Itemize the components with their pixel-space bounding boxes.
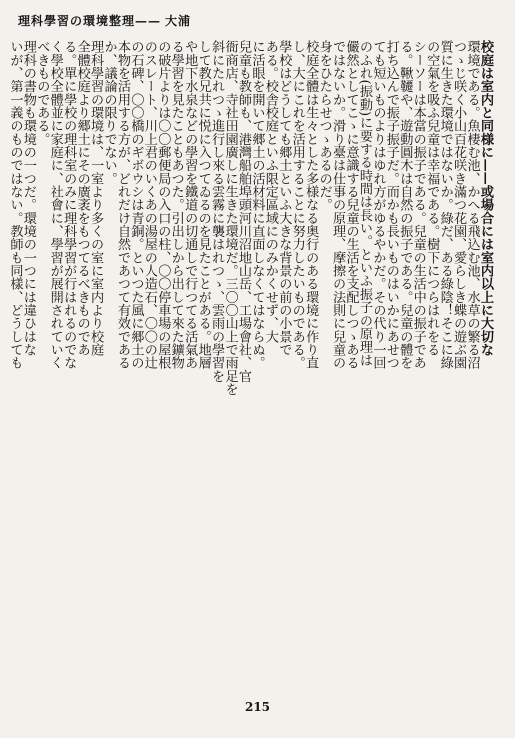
text-column-12: ではないか。滑り臺は仕事の原理、摩擦の法則に兒童の bbox=[330, 40, 346, 370]
text-column-8: 打ち込んで振子振子だ。而かも長いものはいかにあせつ bbox=[383, 40, 399, 370]
text-column-17: ある。校舎校庭といふ限定區域にのみかくせず、大 bbox=[262, 40, 278, 343]
text-column-14: 校庭全體は生々とした多様なる奥行のある環境に作り直 bbox=[303, 40, 319, 370]
text-column-13: 身をひたらせつゝあるのだ。 bbox=[316, 40, 332, 212]
text-column-16: 學校はどうしても郷土といふ大きな背景の前の小景で bbox=[276, 40, 292, 357]
running-header bbox=[18, 12, 318, 30]
text-column-24: る學習を見たこともあつた。引出しから出して來た鑛物 bbox=[168, 40, 184, 370]
text-column-15: し、大にこれを活用することに努力したいものである。 bbox=[289, 40, 305, 370]
text-column-20: 衙商店、寺社田園廣しに生きた環境だ。三〇〇山上で雨足を bbox=[222, 40, 238, 396]
text-column-1: 校庭は室内と同様に——或場合には室内以上に大切な bbox=[477, 40, 493, 357]
text-column-9: ても短いものよりはゆれ方がゆるやかだ。その代り一回 bbox=[370, 40, 386, 370]
text-column-25: の破片よりは〇〇郵便局の入口の柱、〇〇停車場の屋根 bbox=[155, 40, 171, 370]
text-column-22: して教兄共に悦に入つてゐるのを見たことがある。地層 bbox=[195, 40, 211, 370]
text-column-21: 斜にたれつゝ進行し來る雲霧に襲はれつゝ、雲雨の學習を bbox=[209, 40, 225, 383]
text-column-26: のスレート、川上君のいくあの湯屋の人造石、〇〇の辻 bbox=[141, 40, 157, 370]
text-column-7: る。鞦韆や、遊動圓木は自然の振子である。兒童の體を bbox=[397, 40, 413, 370]
text-column-18: に活眼を開いて郷土の活材料に直面しなくてはならぬ。 bbox=[249, 40, 265, 370]
text-column-29: か、議論の限りでない。 bbox=[101, 40, 117, 185]
text-column-27: の石碑、〇〇橋のギボウシは青銅。といつた風に郷土の bbox=[128, 40, 144, 370]
text-column-35: 理科の書物も環境の一つだ。環境の一つには違ひはな bbox=[20, 40, 36, 357]
text-column-6: シーソーは本當の振子である。兒童の生活中の振子であ bbox=[410, 40, 426, 370]
header-dash: —— bbox=[135, 14, 162, 28]
text-column-34: べきものである。 bbox=[34, 40, 50, 146]
text-column-3: つゝじ咲く小山百花咲き滿つ花園、愛らしき蝶の遊ぶ園 bbox=[451, 40, 467, 370]
text-column-10: のふれ(振動)に要する時間は長い。といふ振子の原理は bbox=[356, 40, 372, 367]
text-column-31: 全體校庭より郷土にその廣袤をもつてるべきものであ bbox=[74, 40, 90, 357]
text-column-5: の空氣を吸ふ兒童は幸福である。樹下につらはれをる bbox=[424, 40, 440, 357]
text-column-32: る。單に學校の理科室のみに理科學習が行はれるのでな bbox=[61, 40, 77, 370]
text-column-33: く學校全體並に家庭に、社會に、學習が展開されていく bbox=[47, 40, 63, 370]
text-column-19: 兒童も教師も、港灣船舶埠頭河川沼地山岳、工場會社、官 bbox=[235, 40, 251, 383]
header-author: 大浦 bbox=[165, 14, 192, 28]
text-column-30: 理科學習の環境は、一室より多くの室に室内より校庭 bbox=[88, 40, 104, 357]
text-column-2: 環境である。魚棲む池、かへる飛込む池、水草の繁る沼 bbox=[464, 40, 480, 370]
text-column-11: 儼然としてこゝに意識する兒童の生活を支配しつゝある bbox=[343, 40, 359, 370]
text-column-23: や地下水泉などの學習を鐵道の切通しで行つてる活氣あ bbox=[182, 40, 198, 370]
header-title: 理科學習の環境整理 bbox=[18, 14, 136, 28]
text-column-28: 本物を活用する方が、どれだけ自然であつて有效である bbox=[114, 40, 130, 370]
page-number: 215 bbox=[244, 700, 271, 714]
text-column-36: いが、第一義のものではない。教師も同樣、どうしても bbox=[7, 40, 23, 370]
text-column-4: 質に生きた環境ではないか。綠だ、ある綠陰！そこに綠 bbox=[437, 40, 453, 370]
